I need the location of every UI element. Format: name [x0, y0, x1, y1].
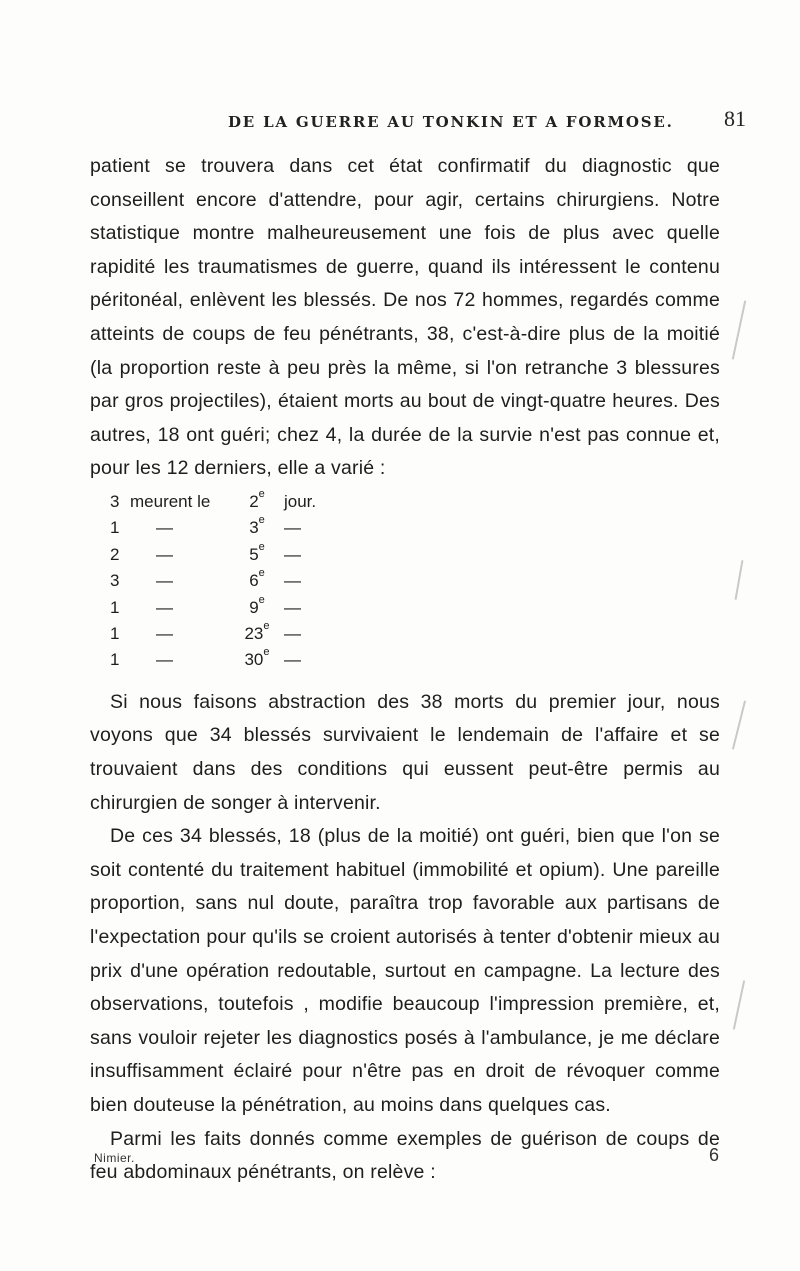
main-text	[90, 150, 720, 1190]
margin-shadow-line	[732, 701, 746, 750]
day-number: 30e	[244, 646, 270, 670]
paragraph-4: Parmi les faits donnés comme exemples de guérison de coups de feu abdominaux pénétrants, on relève :	[90, 1127, 720, 1184]
ditto-dash: —	[156, 650, 173, 670]
day-number: 6e	[249, 567, 265, 591]
survival-table	[110, 489, 720, 674]
day-number: 3e	[249, 514, 265, 538]
death-count: 1	[110, 518, 120, 538]
death-count: 1	[110, 623, 120, 643]
table-row	[110, 621, 720, 647]
row-tail: jour.	[284, 491, 317, 511]
table-row	[110, 568, 720, 594]
ditto-dash: —	[156, 571, 173, 591]
signature-mark: Nimier.	[94, 1151, 135, 1165]
table-row	[110, 647, 720, 673]
day-number: 5e	[249, 540, 265, 564]
ditto-dash: —	[156, 518, 173, 538]
paragraph-2: Si nous faisons abstraction des 38 morts du premier jour, nous voyons que 34 blessés survivaient le lendemain de l'affaire et se trouvaient dans des conditions qui eussent peut-être permis au chirurgien de songer à intervenir.	[90, 690, 720, 814]
death-count: 3	[110, 491, 120, 511]
death-count: 1	[110, 650, 120, 670]
page-number: 81	[724, 106, 746, 131]
ditto-dash: —	[156, 597, 173, 617]
death-count: 1	[110, 597, 120, 617]
row-tail: —	[284, 650, 301, 670]
margin-shadow-line	[733, 980, 745, 1029]
row-tail: —	[284, 571, 301, 591]
death-count: 3	[110, 571, 120, 591]
day-number: 2e	[249, 487, 265, 511]
row-tail: —	[284, 544, 301, 564]
death-count: 2	[110, 544, 120, 564]
table-row	[110, 542, 720, 568]
sheet-number: 6	[708, 1145, 719, 1165]
paragraph-3: De ces 34 blessés, 18 (plus de la moitié) ont guéri, bien que l'on se soit contenté du traitement habituel (immobilité et opium). Une pareille proportion, sans nul doute, paraîtra trop favorable aux partisans de l'expectation pour qu'ils se croient autorisés à tenter d'obtenir mieux au prix d'une opération redoutable, surtout en campagne. La lecture des observations, toutefois , modifie beaucoup l'impression première, et, sans vouloir rejeter les diagnostics posés à l'ambulance, je me déclare insuffisamment éclairé pour n'être pas en droit de révoquer comme bien douteuse la pénétration, au moins dans quelques cas.	[90, 825, 720, 1116]
row-tail: —	[284, 623, 301, 643]
ditto-dash: —	[156, 623, 173, 643]
row-tail: —	[284, 518, 301, 538]
running-head: DE LA GUERRE AU TONKIN ET A FORMOSE.	[228, 113, 674, 131]
row-verb: meurent le	[130, 491, 211, 511]
table-row	[110, 595, 720, 621]
row-tail: —	[284, 597, 301, 617]
day-number: 9e	[249, 593, 265, 617]
margin-shadow-line	[732, 300, 746, 359]
margin-shadow-line	[735, 560, 744, 600]
paragraph-1: patient se trouvera dans cet état confirmatif du diagnostic que conseillent encore d'attendre, pour agir, certains chirurgiens. Notre statistique montre malheureusement une fois de plus avec quelle rapidité les traumatismes de guerre, quand ils intéressent le contenu péritonéal, enlèvent les blessés. De nos 72 hommes, regardés comme atteints de coups de feu pénétrants, 38, c'est-à-dire plus de la moitié (la proportion reste à peu près la même, si l'on retranche 3 blessures par gros projectiles), étaient morts au bout de vingt-quatre heures. Des autres, 18 ont guéri; chez 4, la durée de la survie n'est pas connue et, pour les 12 derniers, elle a varié :	[90, 155, 720, 480]
day-number: 23e	[244, 619, 270, 643]
ditto-dash: —	[156, 544, 173, 564]
page-footer	[94, 1145, 719, 1175]
table-row	[110, 515, 720, 541]
table-row	[110, 489, 720, 515]
